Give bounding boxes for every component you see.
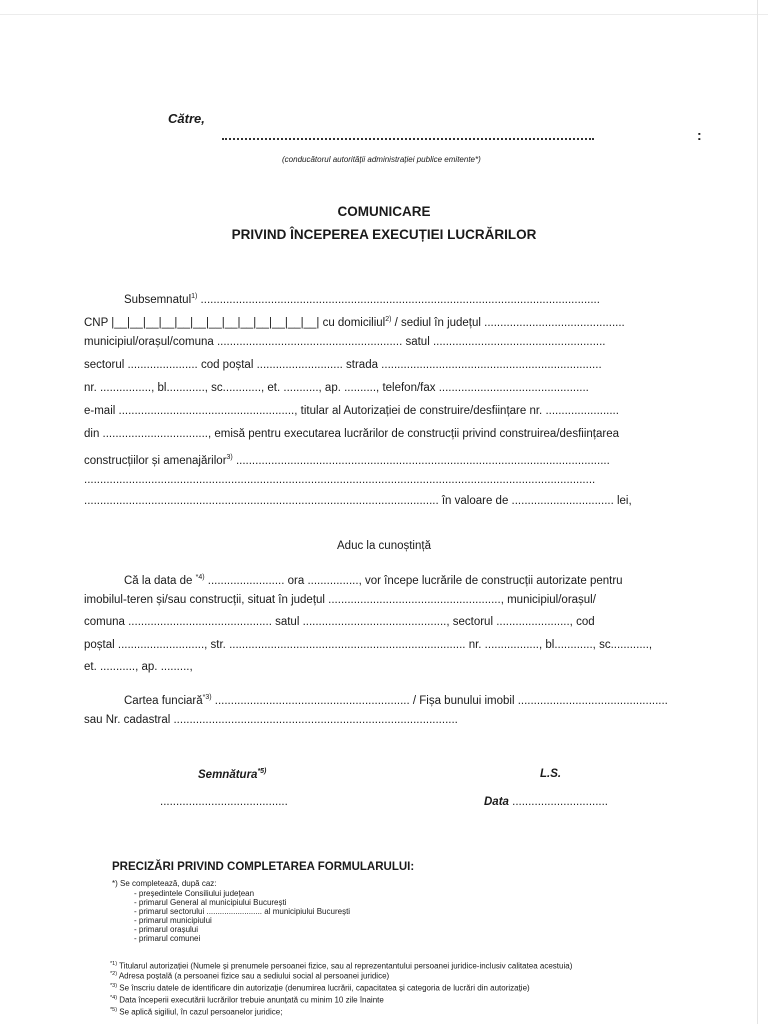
fill-subsemnatul: ............................................................................................................................. [197,293,600,306]
footnote-mark: *3) [110,983,118,989]
field-row-data[interactable] [84,570,718,589]
footnote-4 [110,994,384,1005]
footnote-mark: *5) [110,1007,118,1013]
label-constructii: construcțiilor și amenajărilor [84,454,227,467]
note-item: - primarul orașului [134,925,199,934]
field-row-et[interactable]: et. ..........., ap. ........., [84,661,193,673]
notes-title: PRECIZĂRI PRIVIND COMPLETAREA FORMULARULUI: [112,861,415,873]
ls-label: L.S. [540,768,562,780]
footnote-mark: *2) [110,971,118,977]
footnote-3 [110,982,530,993]
recipient-note: (conducătorul autorității administrației publice emitente*) [282,155,481,164]
note-item: - președintele Consiliului județean [134,889,255,898]
fill-judet: / sediul în județul ............................................ [391,316,625,329]
field-row-sector[interactable]: sectorul ...................... cod poștal ........................... strada ..................................................................... [84,359,602,371]
field-row-valoare[interactable]: ............................................................................................................... în valoare de ................................ lei, [84,495,632,507]
field-row-comuna[interactable]: comuna ............................................. satul ............................................., sectorul ......................., cod [84,616,595,628]
footnote-ref: *3) [202,694,212,701]
label-carte-funciara: Cartea funciară [124,694,203,707]
footnote-text: Data începerii executării lucrărilor trebuie anunțată cu minim 10 zile înainte [117,995,384,1005]
field-row-blank[interactable]: ................................................................................................................................................................ [84,474,596,486]
field-row-cadastral[interactable]: sau Nr. cadastral ......................................................................................... [84,714,458,726]
footnote-mark: *4) [110,995,118,1001]
footnote-ref: *5) [257,768,267,775]
footnote-text: Se înscriu datele de identificare din autorizație (denumirea lucrării, capacitatea și categoria de lucrări din autorizație) [117,983,530,993]
note-item: - primarul General al municipiului București [134,898,287,907]
signature-label [198,768,266,781]
date-dots: .............................. [508,796,608,808]
fill-constructii: ..................................................................................................................... [232,454,610,467]
field-row-email[interactable]: e-mail ......................................................., titular al Autorizației de construire/desființare nr. ....................... [84,405,619,417]
note-item: - primarul sectorului ......................... al municipiului București [134,907,351,916]
scan-edge-top [0,14,768,15]
note-star: *) Se completează, după caz: [112,879,217,888]
label-cnp: CNP |__|__|__|__|__|__|__|__|__|__|__|__|__| cu domiciliul [84,316,386,329]
field-row-municipiu[interactable]: municipiul/orașul/comuna .......................................................... satul ...................................................... [84,336,606,348]
label-subsemnatul: Subsemnatul [124,293,192,306]
signature-field[interactable]: ........................................ [160,796,288,808]
footnote-2 [110,970,389,981]
footnote-ref: *4) [195,574,205,581]
footnote-text: Adresa poștală (a persoanei fizice sau a sediului social al persoanei juridice) [117,971,390,981]
note-item: - primarul municipiului [134,916,212,925]
recipient-label: Către, [168,111,205,126]
field-row-subsemnatul[interactable] [84,289,718,308]
footnote-ref: 1) [191,293,198,300]
footnote-text: Se aplică sigiliul, în cazul persoanelor juridice; [117,1007,283,1017]
footnote-ref: 2) [385,316,392,323]
date-field[interactable] [484,796,608,808]
footnote-5 [110,1006,282,1017]
scan-edge-right [757,0,758,1024]
field-row-imobil[interactable]: imobilul-teren și/sau construcții, situat în județul ......................................................, municipiul/orașul/ [84,594,596,606]
field-row-cnp[interactable] [84,312,718,331]
form-subtitle: PRIVIND ÎNCEPEREA EXECUȚIEI LUCRĂRILOR [231,227,537,242]
footnote-mark: *1) [110,961,118,967]
section-heading: Aduc la cunoștință [337,540,431,552]
label-data: Că la data de [124,574,196,587]
note-item: - primarul comunei [134,934,201,943]
field-row-postal[interactable]: poștal ..........................., str. .......................................................................... nr. ................., bl............, sc............, [84,639,653,651]
footnote-ref: 3) [226,454,233,461]
field-row-nr[interactable]: nr. ................, bl............, sc............, et. ..........., ap. .........., telefon/fax ............................................... [84,382,589,394]
fill-data-ora: ........................ ora ................, vor începe lucrările de construcții autorizate pentru [204,574,623,587]
field-row-carte-funciara[interactable] [84,690,718,709]
signature-text: Semnătura [198,768,258,781]
field-row-din[interactable]: din ................................., emisă pentru executarea lucrărilor de construcții privind construirea/desființarea [84,428,619,440]
fill-carte-funciara: ............................................................. / Fișa bunului imobil ............................................... [211,694,668,707]
recipient-colon: : [697,127,702,143]
date-label: Data [484,796,509,808]
recipient-field[interactable] [222,138,594,140]
field-row-constructii[interactable] [84,450,718,469]
footnote-text: Titularul autorizației (Numele și prenumele persoanei fizice, sau al reprezentantului persoanei juridice-inclusiv calitatea acestuia) [117,961,573,971]
form-title: COMUNICARE [337,204,431,219]
